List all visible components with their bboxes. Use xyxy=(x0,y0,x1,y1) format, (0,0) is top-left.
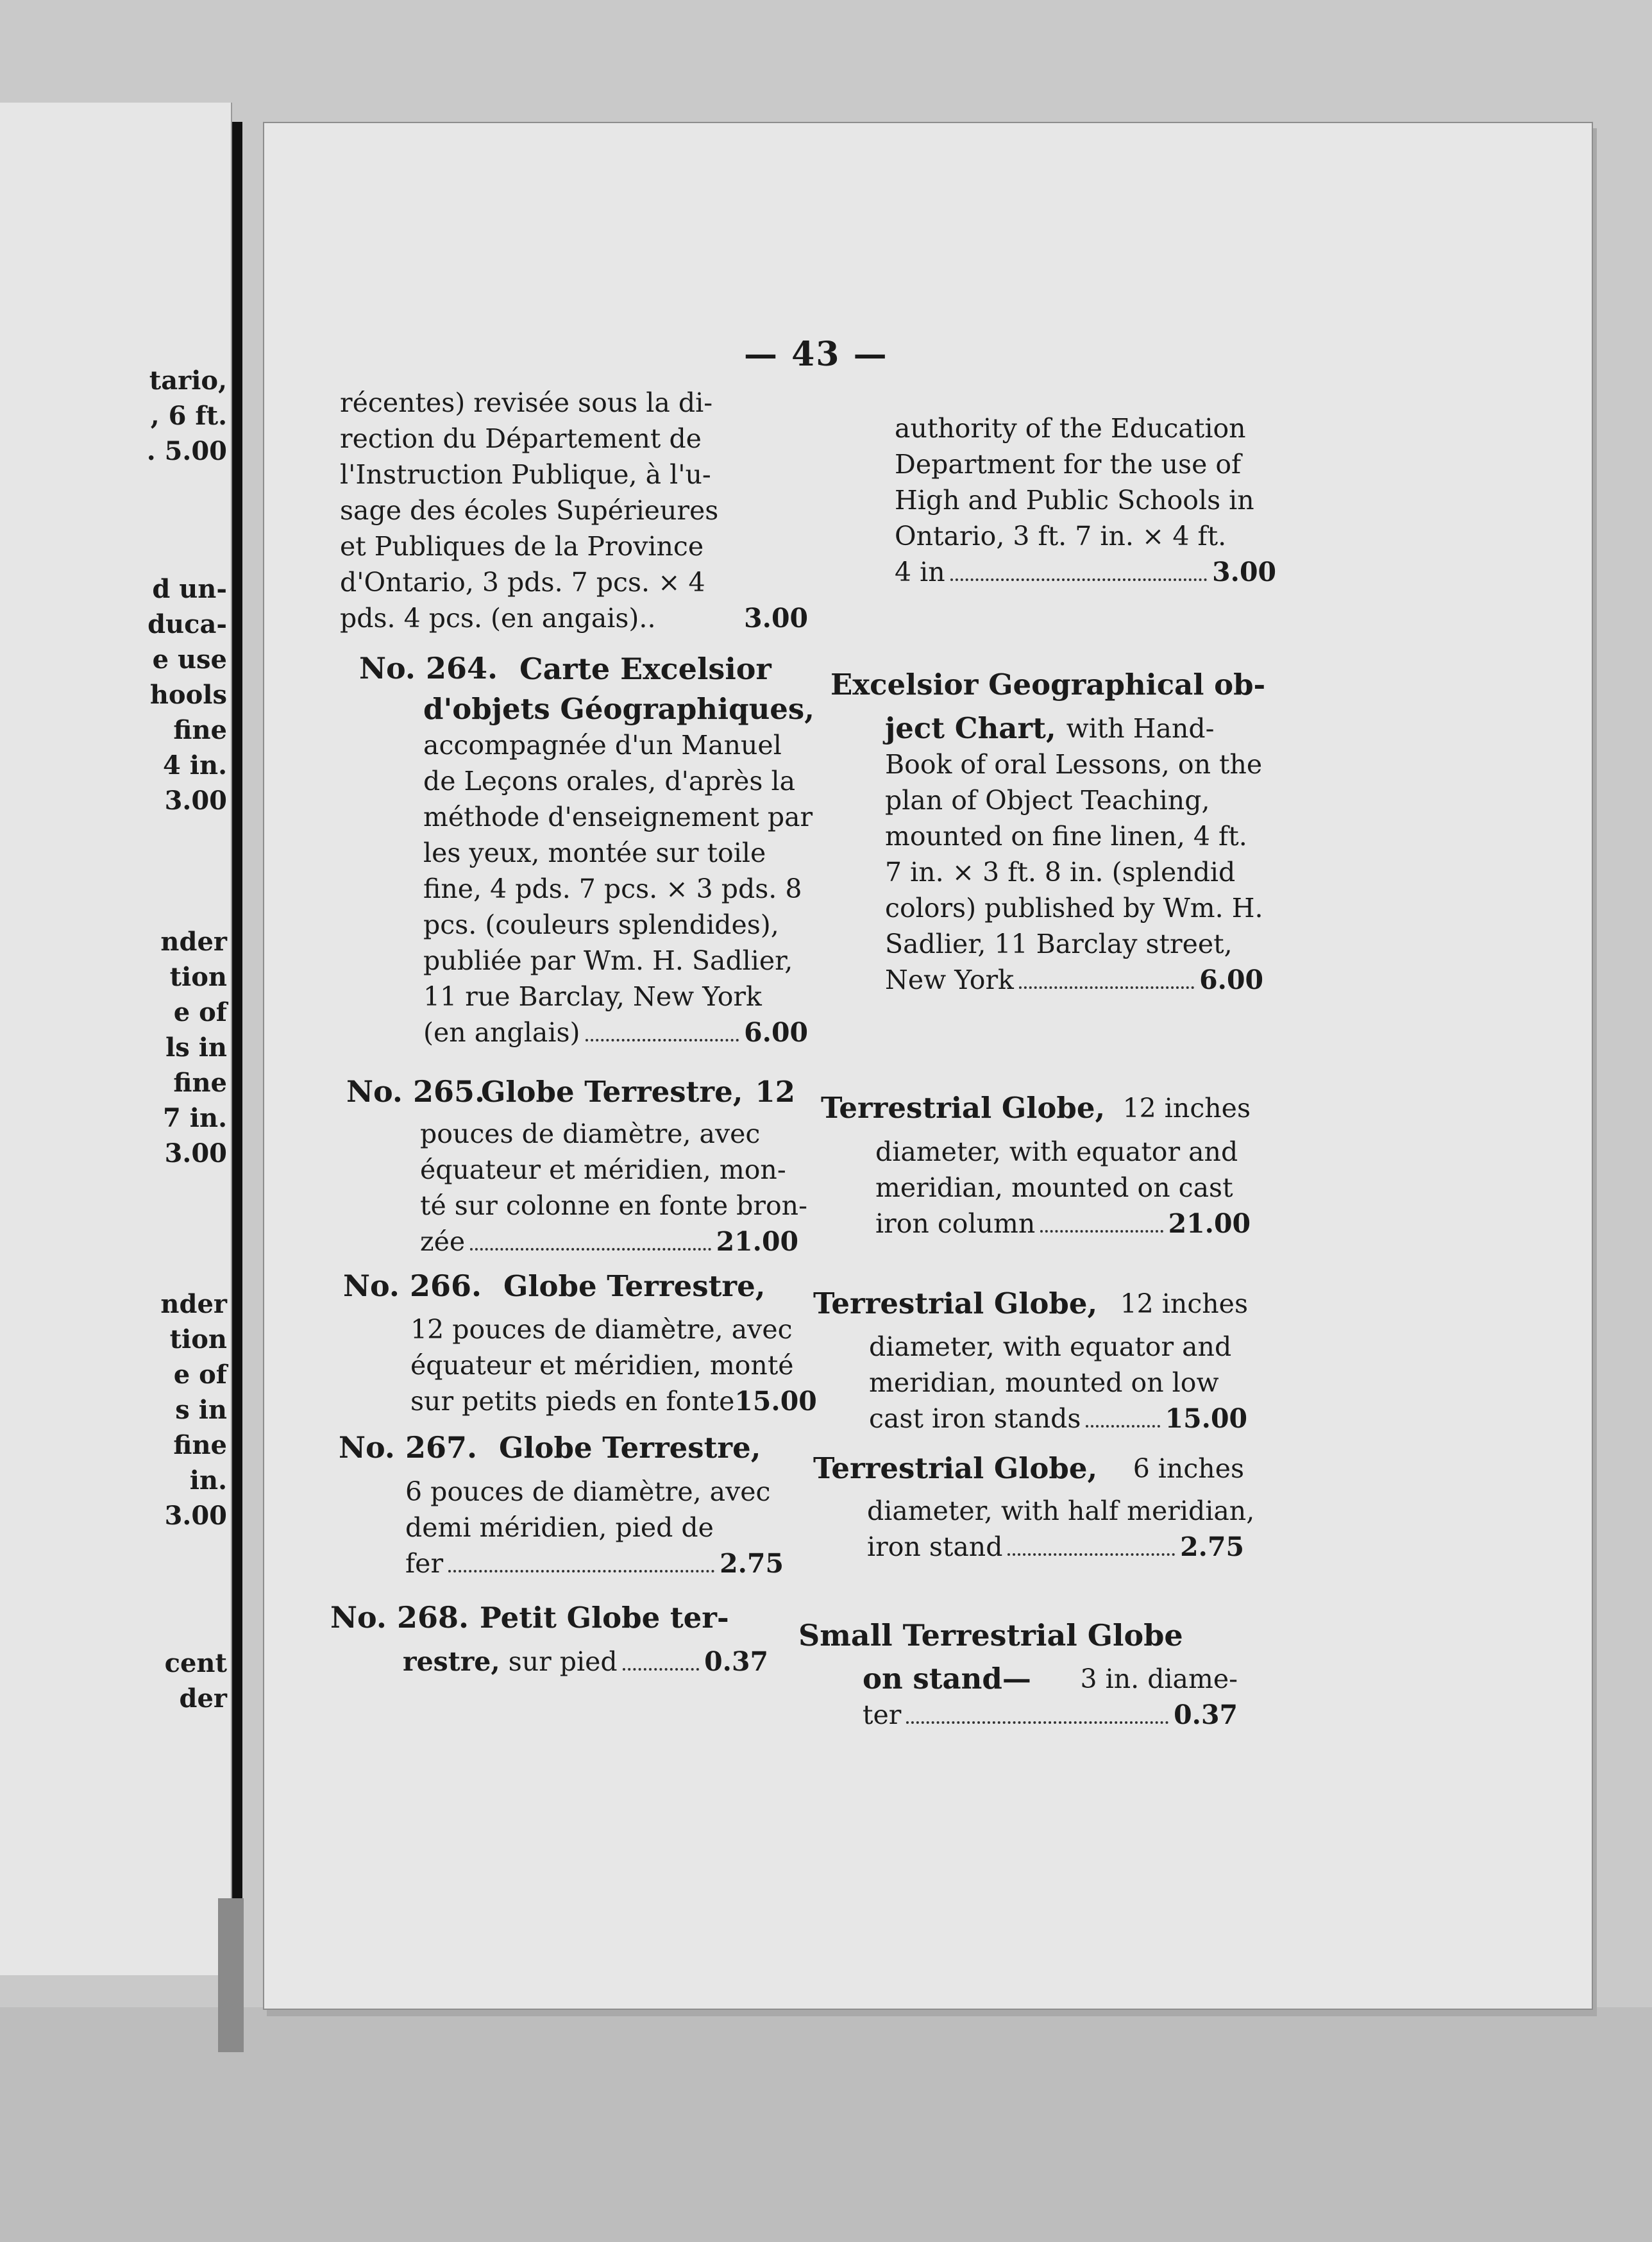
text-line: colors) published by Wm. H. xyxy=(885,893,1263,923)
left-line: 4 in. xyxy=(163,750,227,780)
left-line: tion xyxy=(169,962,227,992)
price-line xyxy=(863,1697,1238,1733)
left-line: fine xyxy=(173,715,227,745)
text-line: récentes) revisée sous la di- xyxy=(340,387,713,418)
left-line: e use xyxy=(152,645,227,675)
text-line: équateur et méridien, mon- xyxy=(420,1154,786,1185)
item-text: iron stand xyxy=(867,1531,1003,1562)
book-spine-shadow xyxy=(218,1898,244,2052)
text-line: High and Public Schools in xyxy=(895,485,1254,516)
entry-title-tail: with Hand- xyxy=(1066,713,1215,744)
previous-page-fragment xyxy=(0,103,232,1975)
text-line: authority of the Education xyxy=(895,413,1246,444)
text-line: mounted on fine linen, 4 ft. xyxy=(885,821,1247,852)
text-line: meridian, mounted on low xyxy=(869,1367,1219,1398)
entry-title-text xyxy=(821,1090,1251,1126)
left-line: s in xyxy=(175,1395,227,1425)
left-line: , 6 ft. xyxy=(150,401,227,431)
entry-number: No. 266. xyxy=(343,1268,482,1303)
text-line: rection du Département de xyxy=(340,423,702,454)
text-line: et Publiques de la Province xyxy=(340,531,704,562)
left-line: d un- xyxy=(152,574,227,604)
item-text: ter xyxy=(863,1699,902,1730)
price: 15.00 xyxy=(1165,1403,1247,1434)
entry-title-text: Globe Terrestre, xyxy=(499,1431,761,1465)
left-line: cent xyxy=(164,1648,227,1678)
entry-title-main: Terrestrial Globe, xyxy=(813,1451,1098,1485)
text-line: accompagnée d'un Manuel xyxy=(423,730,782,761)
price-line xyxy=(885,962,1263,998)
price-line xyxy=(867,1529,1244,1565)
text-line: Sadlier, 11 Barclay street, xyxy=(885,929,1233,959)
item-text: zée xyxy=(420,1226,466,1257)
english-entry-excelsior xyxy=(830,667,1270,703)
left-line: fine xyxy=(173,1430,227,1460)
price: 3.00 xyxy=(1212,557,1276,587)
price: 2.75 xyxy=(1180,1531,1244,1562)
text-line: diameter, with equator and xyxy=(875,1136,1238,1167)
entry-title-text xyxy=(813,1286,1248,1322)
leader-dots xyxy=(1040,1206,1163,1233)
left-line: 7 in. xyxy=(163,1103,227,1133)
leader-dots xyxy=(586,1015,739,1041)
left-line: der xyxy=(179,1683,227,1714)
text-line: demi méridien, pied de xyxy=(405,1512,714,1543)
entry-title-text: Petit Globe ter- xyxy=(480,1601,729,1635)
price-line xyxy=(869,1401,1247,1437)
left-line: tion xyxy=(169,1324,227,1354)
left-line: fine xyxy=(173,1068,227,1098)
item-text: sur pied xyxy=(508,1646,618,1677)
text-line: sage des écoles Supérieures xyxy=(340,495,719,526)
left-line: in. xyxy=(189,1465,227,1496)
leader-dots xyxy=(906,1697,1168,1724)
text-line: Department for the use of xyxy=(895,449,1242,480)
entry-title xyxy=(519,651,808,687)
entry-number: No. 264. xyxy=(359,651,498,686)
text-line xyxy=(863,1661,1238,1697)
text-line: pouces de diamètre, avec xyxy=(420,1118,761,1149)
entry-title-text: Excelsior Geographical ob- xyxy=(830,668,1266,702)
left-line: ls in xyxy=(165,1032,227,1063)
price: 6.00 xyxy=(1199,965,1263,995)
text-line: d'objets Géographiques, xyxy=(423,692,814,726)
leader-dots xyxy=(1019,962,1194,989)
book-spine xyxy=(232,122,242,1956)
price: 21.00 xyxy=(1168,1208,1251,1239)
background-bottom xyxy=(0,2007,1652,2242)
price: 3.00 xyxy=(744,603,808,634)
entry-number: No. 268. xyxy=(330,1600,469,1635)
entry-title-second: ject Chart, xyxy=(885,711,1056,745)
item-text: 4 in xyxy=(895,557,945,587)
text-line: publiée par Wm. H. Sadlier, xyxy=(423,945,793,976)
item-text: New York xyxy=(885,965,1014,995)
text-line: pcs. (couleurs splendides), xyxy=(423,909,779,940)
english-entry-small-globe-body xyxy=(863,1661,1238,1733)
leader-dots xyxy=(1007,1529,1175,1556)
entry-title xyxy=(480,1600,775,1636)
price: 0.37 xyxy=(704,1646,768,1677)
price-line xyxy=(405,1546,784,1581)
left-line: . 5.00 xyxy=(146,436,227,466)
entry-title xyxy=(503,1268,792,1304)
left-line: nder xyxy=(160,1289,227,1319)
price-line xyxy=(423,1015,808,1050)
entry-number: No. 265. xyxy=(346,1074,485,1109)
left-line: 3.00 xyxy=(164,1138,227,1168)
text-line: té sur colonne en fonte bron- xyxy=(420,1190,807,1221)
leader-dots xyxy=(1086,1401,1159,1428)
left-line: nder xyxy=(160,927,227,957)
left-line: hools xyxy=(149,680,227,710)
text-line: 6 pouces de diamètre, avec xyxy=(405,1476,771,1507)
entry-title xyxy=(481,1074,795,1110)
text-line: Book of oral Lessons, on the xyxy=(885,749,1263,780)
price: 15.00 xyxy=(734,1386,817,1417)
text-line: meridian, mounted on cast xyxy=(875,1172,1233,1203)
text-line: de Leçons orales, d'après la xyxy=(423,766,796,796)
text-line: méthode d'enseignement par xyxy=(423,802,813,832)
french-entry-264 xyxy=(423,691,814,1050)
price-line xyxy=(403,1644,768,1680)
item-text: (en anglais) xyxy=(423,1017,580,1048)
left-line: e of xyxy=(173,1360,227,1390)
entry-title-main: Terrestrial Globe, xyxy=(813,1286,1098,1320)
english-entry-globe-2-75 xyxy=(813,1451,1244,1487)
entry-title-text: Carte Excelsior xyxy=(519,652,771,686)
entry-title-tail: 3 in. diame- xyxy=(1080,1664,1238,1694)
leader-dots xyxy=(623,1644,699,1671)
price: 6.00 xyxy=(744,1017,808,1048)
left-line: 3.00 xyxy=(164,786,227,816)
entry-title-text: Globe Terrestre, xyxy=(503,1269,766,1303)
text-line xyxy=(885,711,1263,746)
entry-title-text xyxy=(481,1074,795,1110)
entry-number: No. 267. xyxy=(339,1430,477,1465)
left-line: duca- xyxy=(148,609,227,639)
french-entry-265 xyxy=(420,1116,807,1260)
price-line xyxy=(895,554,1276,590)
entry-title-tail: 12 inches xyxy=(1120,1288,1248,1319)
item-text: fer xyxy=(405,1548,444,1579)
leader-dots xyxy=(470,1224,711,1251)
entry-title-main: Globe Terrestre, xyxy=(481,1075,743,1109)
english-entry-globe-2-75-body xyxy=(867,1493,1255,1565)
text-line: les yeux, montée sur toile xyxy=(423,838,766,868)
text-line: 7 in. × 3 ft. 8 in. (splendid xyxy=(885,857,1236,888)
left-line: tario, xyxy=(149,366,227,396)
french-intro xyxy=(340,385,808,636)
english-entry-excelsior-body xyxy=(885,711,1263,998)
entry-title-main: Terrestrial Globe, xyxy=(821,1091,1106,1125)
price-line xyxy=(420,1224,798,1260)
entry-title-tail: 6 inches xyxy=(1133,1453,1244,1484)
entry-title xyxy=(499,1430,788,1466)
text-line: l'Instruction Publique, à l'u- xyxy=(340,459,711,490)
item-text: iron column xyxy=(875,1208,1036,1239)
text-line: diameter, with equator and xyxy=(869,1331,1232,1362)
text-line: diameter, with half meridian, xyxy=(867,1496,1255,1526)
english-entry-small-globe xyxy=(798,1617,1241,1653)
price-line xyxy=(410,1383,817,1419)
left-line: 3.00 xyxy=(164,1501,227,1531)
entry-title-second: on stand— xyxy=(863,1662,1031,1696)
item-text-bold: restre, xyxy=(403,1646,500,1677)
price: 21.00 xyxy=(716,1226,798,1257)
text-line: d'Ontario, 3 pds. 7 pcs. × 4 xyxy=(340,567,705,598)
english-entry-globe-15 xyxy=(813,1286,1248,1322)
entry-title-text: Small Terrestrial Globe xyxy=(798,1618,1183,1653)
left-line: e of xyxy=(173,997,227,1027)
item-text: sur petits pieds en fonte xyxy=(410,1386,735,1417)
english-intro xyxy=(895,410,1276,590)
item-text: pds. 4 pcs. (en angais).. xyxy=(340,603,656,634)
text-line: Ontario, 3 ft. 7 in. × 4 ft. xyxy=(895,521,1227,552)
entry-title-tail: 12 xyxy=(755,1075,795,1109)
text-line: équateur et méridien, monté xyxy=(410,1350,794,1381)
price-line xyxy=(340,600,808,636)
english-entry-globe-21-body xyxy=(875,1134,1251,1242)
leader-dots xyxy=(950,554,1208,581)
entry-title-tail: 12 inches xyxy=(1122,1093,1251,1124)
price: 2.75 xyxy=(720,1548,784,1579)
text-line: 12 pouces de diamètre, avec xyxy=(410,1314,793,1345)
item-text: cast iron stands xyxy=(869,1403,1081,1434)
price: 0.37 xyxy=(1174,1699,1238,1730)
english-entry-globe-21 xyxy=(821,1090,1251,1126)
price-line xyxy=(875,1206,1251,1242)
text-line: 11 rue Barclay, New York xyxy=(423,981,762,1012)
entry-title-text xyxy=(813,1451,1244,1487)
english-entry-globe-15-body xyxy=(869,1329,1247,1437)
text-line: fine, 4 pds. 7 pcs. × 3 pds. 8 xyxy=(423,873,802,904)
page-number: — 43 — xyxy=(744,335,888,374)
french-entry-268 xyxy=(403,1644,768,1680)
leader-dots xyxy=(448,1546,714,1572)
text-line: plan of Object Teaching, xyxy=(885,785,1210,816)
french-entry-266 xyxy=(410,1311,817,1419)
french-entry-267 xyxy=(405,1474,784,1581)
